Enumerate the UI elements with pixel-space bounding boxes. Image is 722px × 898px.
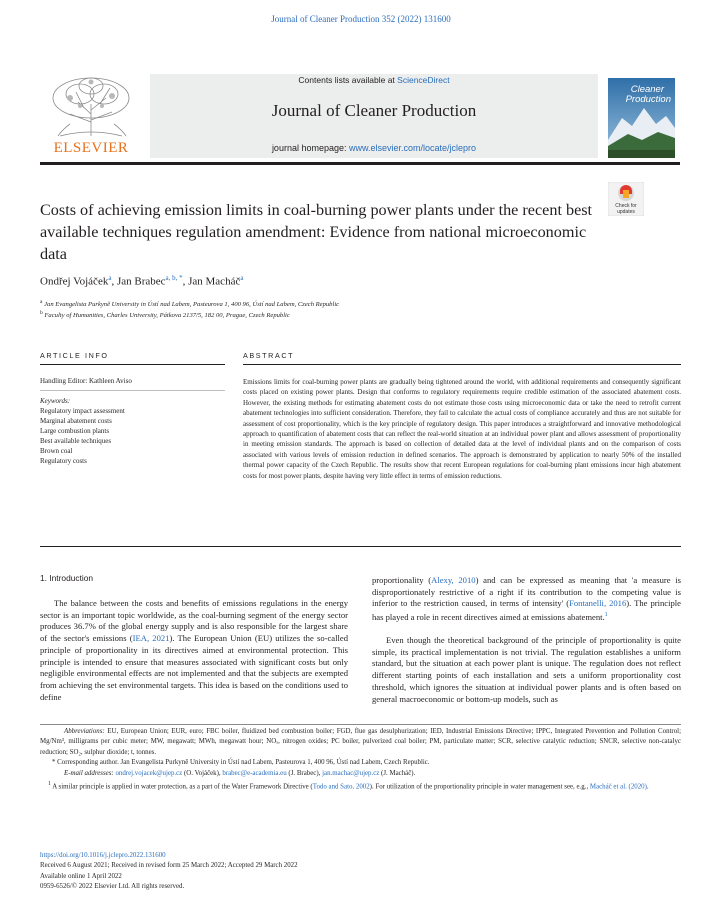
contents-line	[150, 75, 598, 85]
article-title: Costs of achieving emission limits in coal-burning power plants under the recent best available techniques regulation amendment: Evidence from national microeconomic data	[40, 201, 593, 263]
citation-link[interactable]: IEA, 2021	[132, 633, 170, 644]
received-dates: Received 6 August 2021; Received in revised form 25 March 2022; Accepted 29 March 2022	[40, 862, 298, 870]
footnote-text: ). For utilization of the proportionality principle in water management see, e.g.,	[369, 783, 590, 791]
abbreviations-label: Abbreviations:	[64, 728, 105, 735]
citation-link[interactable]: Todo and Sato, 2002	[312, 783, 370, 791]
introduction-heading: 1. Introduction	[40, 573, 94, 583]
keyword: Marginal abatement costs	[40, 417, 112, 425]
journal-reference[interactable]: Journal of Cleaner Production 352 (2022) 131600	[271, 14, 451, 24]
journal-homepage	[150, 143, 598, 153]
abstract-bottom-rule	[40, 546, 681, 547]
email-link[interactable]: ondrej.vojacek@ujep.cz	[115, 769, 183, 777]
article-info-heading: ARTICLE INFO	[40, 351, 109, 360]
email-note	[40, 769, 681, 779]
journal-name: Journal of Cleaner Production	[271, 101, 477, 120]
author-affil-mark[interactable]: a, b, *	[165, 274, 183, 282]
citation-link[interactable]: Macháč et al. (2020)	[589, 783, 647, 791]
article-info-rule	[40, 364, 225, 365]
journal-cover[interactable]	[608, 78, 675, 158]
homepage-prefix: journal homepage:	[271, 143, 349, 153]
footnotes	[40, 727, 681, 793]
doi-link[interactable]: https://doi.org/10.1016/j.jclepro.2022.131600	[40, 852, 166, 859]
keyword: Brown coal	[40, 447, 73, 455]
footnote-text: A similar principle is applied in water protection, as a part of the Water Framework Directive (	[50, 783, 313, 791]
crossmark-text-1: Check for	[615, 203, 637, 209]
abstract-rule	[243, 364, 681, 365]
keyword: Best available techniques	[40, 437, 112, 445]
footnote-mark[interactable]: 1	[604, 612, 608, 619]
author-affil-mark[interactable]: a	[240, 274, 244, 282]
elsevier-tree-icon	[40, 74, 142, 156]
author-separator: ,	[111, 275, 117, 288]
copyright: 0959-6526/© 2022 Elsevier Ltd. All rights reserved.	[40, 882, 185, 890]
author-affil-mark[interactable]: a	[108, 274, 112, 282]
contents-prefix: Contents lists available at	[298, 75, 398, 85]
elsevier-logo	[40, 74, 142, 156]
author-name[interactable]: Jan Macháč	[188, 275, 241, 288]
check-for-updates-badge[interactable]	[608, 182, 644, 216]
abstract-heading: ABSTRACT	[243, 351, 295, 360]
email-owner: (O. Vojáček),	[182, 769, 223, 777]
intro-left-paragraph	[40, 598, 348, 703]
affiliation-a	[40, 299, 339, 308]
affiliation-mark: a	[40, 299, 43, 305]
intro-right-paragraph-1	[372, 575, 681, 624]
keyword: Regulatory costs	[40, 457, 87, 465]
abbreviations-text: EU, European Union; EUR, euro; FBC boiler, fluidized bed combustion boiler; FGD, flue gas desulphurization; IED, Industrial Emissions Directive; IPPC, Integrated Prevention and Pollution Control; Mg/Nm³, milligrams per cubic meter; MW, megawatt; MWh, megawatt hour; NOₓ, nitrogen oxides; PC boiler, pulverized coal boiler; PM, particulate matter; SCR, selective catalytic reduction; SNCR, selective non-catalyc reduction; SO₂, sulphur dioxide; t, tonnes.	[40, 728, 681, 756]
author-list	[40, 274, 243, 288]
footnote-text: .	[646, 783, 649, 791]
sciencedirect-link[interactable]: ScienceDirect	[397, 75, 450, 85]
citation-link[interactable]: Alexy, 2010	[431, 575, 476, 585]
intro-text: The balance between the costs and benefits of emissions regulations in the energy sector is an important topic worldwide, as the coal-burning segment of the energy sector produces 36.7% of the global energy supply and is also responsible for the largest share of the sector's emissions (	[40, 598, 348, 644]
email-owner: (J. Brabec),	[286, 769, 323, 777]
keyword: Regulatory impact assessment	[40, 407, 125, 415]
keyword: Large combustion plants	[40, 427, 110, 435]
intro-text: ). The principle has played a role in recent directives aimed at emissions abatement.	[372, 598, 681, 622]
email-link[interactable]: jan.machac@ujep.cz	[322, 769, 380, 777]
abbreviations-note	[40, 727, 681, 758]
affiliation-mark: b	[40, 310, 43, 316]
author-name[interactable]: Ondřej Vojáček	[40, 275, 109, 288]
keyword-list	[40, 406, 125, 466]
cover-title-1: Cleaner	[630, 84, 664, 95]
article-info-divider	[40, 390, 225, 391]
email-owner: (J. Macháč).	[379, 769, 416, 777]
affiliation-b	[40, 310, 290, 319]
affiliation-text: Jan Evangelista Purkyně University in Ústí nad Labem, Pasteurova 1, 400 96, Ústí nad Labem, Czech Republic	[44, 301, 340, 309]
intro-right-paragraph-2: Even though the theoretical background of the principle of proportionality is quite simple, its practical implementation is not trivial. The regulation establishes a uniform standard, but the situation at each power plant is unique. The regulation does not reflect different starting points of each installation and sets a uniform proportionality cost threshold, which ignores the situation at individual power plants and is often based on general macroeconomic or bottom-up models, such as	[372, 635, 681, 704]
available-online: Available online 1 April 2022	[40, 872, 122, 880]
handling-editor: Handling Editor: Kathleen Aviso	[40, 377, 132, 385]
crossmark-icon	[608, 182, 644, 216]
publication-info	[40, 851, 298, 892]
cover-title-2: Production	[625, 94, 671, 105]
abstract-body: Emissions limits for coal-burning power plants are gradually being tightened around the world, with additional requirements and consequently significant costs placed on existing power plants. Design that conforms to regulatory requirements require credible estimation of the associated abatement costs. However, the existing methods for estimating abatement costs do not estimate those costs using microeconomic data or take the need to retrofit current abatement technologies into sufficient consideration. Therefore, they fail to calculate the actual costs of compliance accurately and thus are not suitable for assessment of cost proportionality, which is the key principle of regulatory design. This paper introduces a straightforward and innovative methodological approach to quantification of abatement costs that can reflect the real-world situation at an individual power plant and allows assessment of proportionality in meeting emission standards. The approach is based on collection of detailed data at the level of individual plants and on the comparison of costs associated with various levels of emission reduction in defined scenarios. The approach is demonstrated by application to nearly 50% of the installed thermal power capacity of the Czech Republic. The results show that recent European regulations for coal-burning plant emissions incur high abatement costs for most power plants, despite having very little effect in terms of emission reductions.	[243, 378, 681, 480]
intro-text: proportionality (	[372, 575, 432, 585]
corresponding-author-note: * Corresponding author. Jan Evangelista Purkyně University in Ústí nad Labem, Pasteurova 1, 400 96, Ústí nad Labem, Czech Republic.	[52, 759, 430, 767]
citation-link[interactable]: Fontanelli, 2016	[569, 598, 627, 609]
homepage-link[interactable]: www.elsevier.com/locate/jclepro	[349, 143, 477, 153]
email-link[interactable]: brabec@e-academia.eu	[222, 769, 287, 777]
crossmark-text-2: updates	[617, 209, 635, 215]
email-label: E-mail addresses:	[64, 769, 114, 777]
footnote-1-mark: 1	[48, 781, 51, 788]
intro-text: ). The European Union (EU) utilizes the so-called principle of proportionality in its directives aimed at environmental protection. This principle is intended to ensure that measures associated with significant costs but only negligible environmental effects are not implemented and that the subjects are exempted from achieving the set environmental targets. This idea is based on the conditions used to define	[40, 633, 348, 702]
intro-text: ) and can be expressed as meaning that 'a measure is disproportionately restrictive of a right if its contribution to the competing value is inferior to the restriction caused, in terms of intensity' (	[372, 575, 681, 609]
footnote-1	[40, 779, 681, 793]
footnote-rule	[40, 724, 681, 725]
author-name[interactable]: Jan Brabec	[116, 275, 166, 288]
elsevier-wordmark: ELSEVIER	[53, 140, 129, 156]
author-separator: ,	[182, 275, 189, 288]
affiliation-text: Faculty of Humanities, Charles University, Pátkova 2137/5, 182 00, Prague, Czech Republic	[44, 312, 290, 320]
masthead-rule	[40, 162, 680, 165]
keywords-label: Keywords:	[40, 397, 71, 405]
